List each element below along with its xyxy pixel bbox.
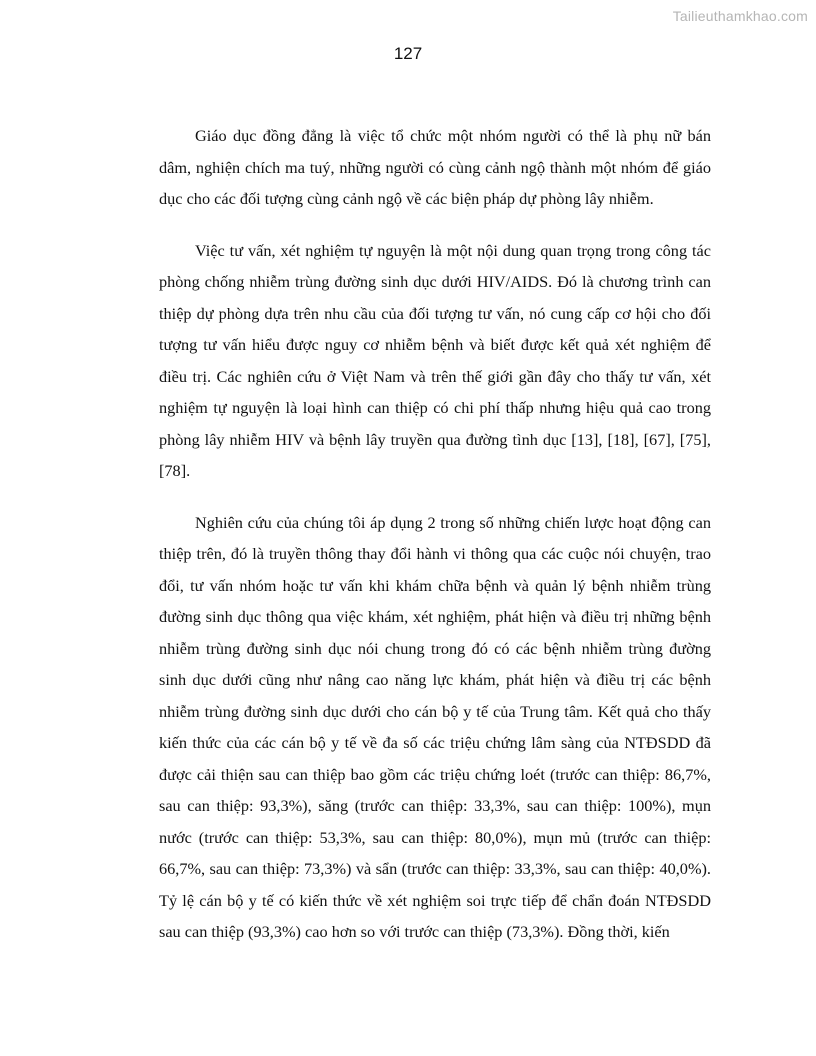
page-number: 127: [393, 44, 423, 63]
paragraph-peer-education: Giáo dục đồng đẳng là việc tổ chức một nhóm người có thể là phụ nữ bán dâm, nghiện chích ma tuý, những người có cùng cảnh ngộ thành một nhóm để giáo dục cho các đối tượng cùng cảnh ngộ về các biện pháp dự phòng lây nhiễm.: [159, 126, 711, 208]
document-body: [159, 120, 711, 968]
paragraph-voluntary-testing: Việc tư vấn, xét nghiệm tự nguyện là một nội dung quan trọng trong công tác phòng chống nhiễm trùng đường sinh dục dưới HIV/AIDS. Đó là chương trình can thiệp dự phòng dựa trên nhu cầu của đối tượng tư vấn, nó cung cấp cơ hội cho đối tượng tư vấn hiểu được nguy cơ nhiễm bệnh và biết được kết quả xét nghiệm để điều trị. Các nghiên cứu ở Việt Nam và trên thế giới gần đây cho thấy tư vấn, xét nghiệm tự nguyện là loại hình can thiệp có chi phí thấp nhưng hiệu quả cao trong phòng lây nhiễm HIV và bệnh lây truyền qua đường tình dục [13], [18], [67], [75], [78].: [159, 240, 711, 480]
paragraph-study-results: Nghiên cứu của chúng tôi áp dụng 2 trong số những chiến lược hoạt động can thiệp trên, đó là truyền thông thay đổi hành vi thông qua các cuộc nói chuyện, trao đổi, tư vấn nhóm hoặc tư vấn khi khám chữa bệnh và quản lý bệnh nhiễm trùng đường sinh dục thông qua việc khám, xét nghiệm, phát hiện và điều trị những bệnh nhiễm trùng đường sinh dục nói chung trong đó có các bệnh nhiễm trùng đường sinh dục dưới cũng như nâng cao năng lực khám, phát hiện và điều trị các bệnh nhiễm trùng đường sinh dục dưới cho cán bộ y tế của Trung tâm. Kết quả cho thấy kiến thức của các cán bộ y tế về đa số các triệu chứng lâm sàng của NTĐSDD đã được cải thiện sau can thiệp bao gồm các triệu chứng loét (trước can thiệp: 86,7%, sau can thiệp: 93,3%), săng (trước can thiệp: 33,3%, sau can thiệp: 100%), mụn nước (trước can thiệp: 53,3%, sau can thiệp: 80,0%), mụn mủ (trước can thiệp: 66,7%, sau can thiệp: 73,3%) và sẩn (trước can thiệp: 33,3%, sau can thiệp: 40,0%). Tỷ lệ cán bộ y tế có kiến thức về xét nghiệm soi trực tiếp để chẩn đoán NTĐSDD sau can thiệp (93,3%) cao hơn so với trước can thiệp (73,3%). Đồng thời, kiến: [159, 512, 711, 941]
watermark-text: Tailieuthamkhao.com: [672, 8, 808, 24]
